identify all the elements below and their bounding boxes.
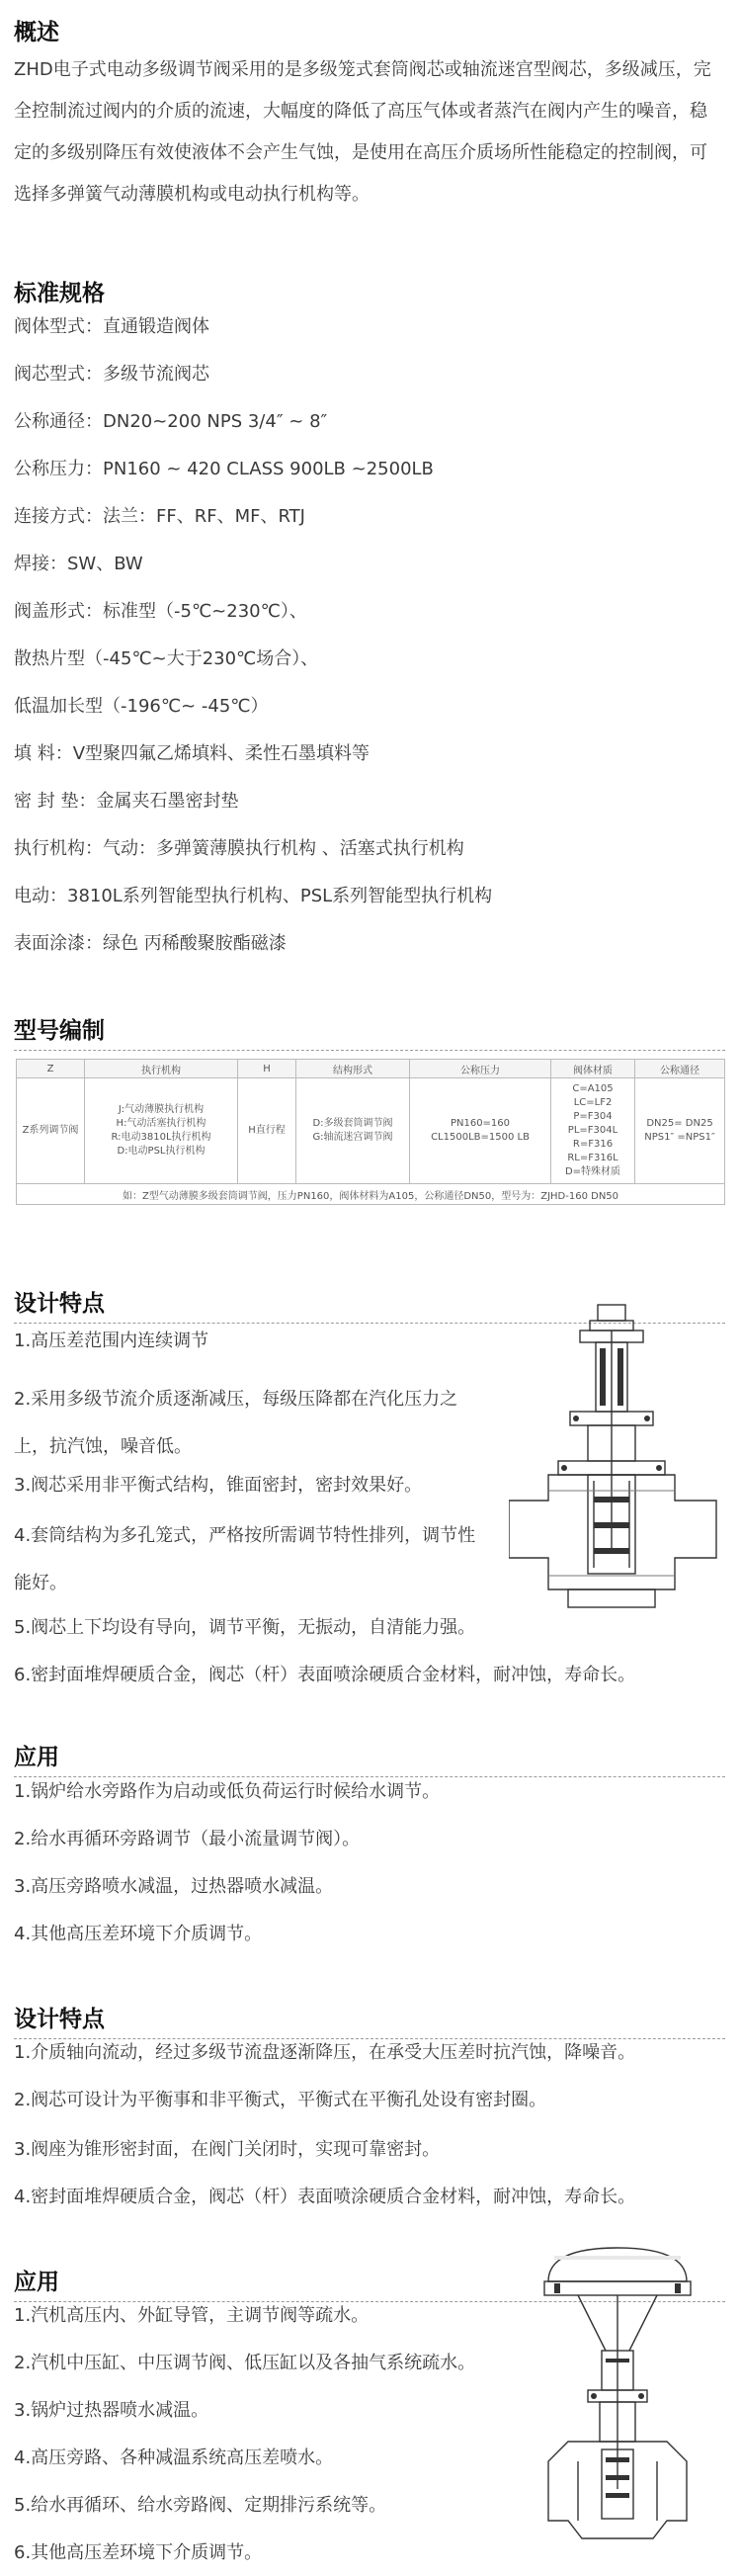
app1-item: 1.锅炉给水旁路作为启动或低负荷运行时候给水调节。: [14, 1781, 441, 1802]
spec-item: 焊接：SW、BW: [14, 554, 143, 574]
model-table-note-row: [17, 1184, 725, 1205]
header-actuator: 执行机构: [85, 1060, 238, 1078]
structure-option: D:多级套筒调节阀: [312, 1118, 393, 1129]
diameter-option: NPS1″ =NPS1″: [644, 1132, 715, 1143]
spec-item: 密 封 垫：金属夹石墨密封垫: [14, 791, 239, 812]
model-title: 型号编制: [14, 1018, 105, 1044]
spec-item: 公称压力：PN160 ~ 420 CLASS 900LB ~2500LB: [14, 459, 434, 479]
actuator-option: H:气动活塞执行机构: [116, 1118, 206, 1129]
header-h: H: [238, 1060, 296, 1078]
app2-item: 2.汽机中压缸、中压调节阀、低压缸以及各抽气系统疏水。: [14, 2353, 476, 2373]
material-option: LC=LF2: [573, 1097, 613, 1108]
spec-item: 公称通径：DN20~200 NPS 3/4″ ~ 8″: [14, 411, 328, 432]
spec-item: 电动：3810L系列智能型执行机构、PSL系列智能型执行机构: [14, 886, 493, 906]
app1-divider: [14, 1776, 725, 1777]
design1-item: 4.套筒结构为多孔笼式，严格按所需调节特性排列，调节性能好。: [14, 1525, 476, 1593]
app2-item: 1.汽机高压内、外缸导管，主调节阀等疏水。: [14, 2305, 370, 2326]
diameter-option: DN25= DN25: [646, 1118, 713, 1129]
actuator-option: D:电动PSL执行机构: [117, 1146, 206, 1157]
design1-item: 2.采用多级节流介质逐渐减压，每级压降都在汽化压力之上，抗汽蚀，噪音低。: [14, 1389, 458, 1457]
design2-title: 设计特点: [14, 2007, 105, 2032]
design1-title: 设计特点: [14, 1291, 105, 1317]
design2-divider: [14, 2038, 725, 2039]
material-option: D=特殊材质: [564, 1166, 621, 1177]
spec-item: 表面涂漆：绿色 丙稀酸聚胺酯磁漆: [14, 933, 287, 954]
app2-item: 4.高压旁路、各种减温系统高压差喷水。: [14, 2447, 334, 2468]
design2-item: 2.阀芯可设计为平衡事和非平衡式，平衡式在平衡孔处设有密封圈。: [14, 2090, 547, 2110]
design2-item: 4.密封面堆焊硬质合金，阀芯（杆）表面喷涂硬质合金材料，耐冲蚀，寿命长。: [14, 2187, 636, 2207]
spec-item: 阀盖形式：标准型（-5℃~230℃）、: [14, 601, 307, 622]
design2-item: 1.介质轴向流动，经过多级节流盘逐渐降压，在承受大压差时抗汽蚀，降噪音。: [14, 2042, 636, 2063]
spec-item: 阀体型式：直通锻造阀体: [14, 316, 209, 337]
app2-item: 5.给水再循环、给水旁路阀、定期排污系统等。: [14, 2495, 387, 2516]
pressure-option: CL1500LB=1500 LB: [431, 1132, 530, 1143]
spec-item: 填 料：V型聚四氟乙烯填料、柔性石墨填料等: [14, 743, 370, 764]
app2-item: 3.锅炉过热器喷水减温。: [14, 2400, 209, 2421]
app1-item: 3.高压旁路喷水减温，过热器喷水减温。: [14, 1876, 334, 1897]
design2-item: 3.阀座为锥形密封面，在阀门关闭时，实现可靠密封。: [14, 2139, 441, 2160]
spec-item: 执行机构：气动：多弹簧薄膜执行机构 、活塞式执行机构: [14, 838, 464, 859]
specs-title: 标准规格: [14, 281, 105, 306]
material-option: PL=F304L: [567, 1125, 618, 1136]
app1-item: 4.其他高压差环境下介质调节。: [14, 1924, 263, 1944]
header-structure: 结构形式: [296, 1060, 410, 1078]
app2-title: 应用: [14, 2270, 59, 2295]
cell-actuator: [85, 1078, 238, 1184]
design1-item: 1.高压差范围内连续调节: [14, 1331, 209, 1351]
cell-diameter: [635, 1078, 725, 1184]
actuator-option: R:电动3810L执行机构: [111, 1132, 211, 1143]
overview-title: 概述: [14, 20, 59, 45]
material-option: R=F316: [572, 1139, 614, 1150]
app1-item: 2.给水再循环旁路调节（最小流量调节阀）。: [14, 1829, 361, 1849]
design1-item: 6.密封面堆焊硬质合金，阀芯（杆）表面喷涂硬质合金材料，耐冲蚀，寿命长。: [14, 1665, 636, 1685]
model-example-note: 如：Z型气动薄膜多级套筒调节阀，压力PN160，阀体材料为A105，公称通径DN50，型号为：ZJHD-160 DN50: [17, 1184, 725, 1205]
app1-title: 应用: [14, 1745, 59, 1770]
spec-item: 阀芯型式：多级节流阀芯: [14, 364, 209, 385]
cell-material: [551, 1078, 635, 1184]
spec-item: 散热片型（-45℃~大于230℃场合）、: [14, 648, 319, 669]
header-diameter: 公称通径: [635, 1060, 725, 1078]
actuator-option: J:气动薄膜执行机构: [118, 1104, 205, 1115]
model-table-header: [17, 1060, 725, 1078]
sleeve-valve-diagram: [509, 1303, 726, 1619]
cell-z: Z系列调节阀: [17, 1078, 85, 1184]
overview-text: ZHD电子式电动多级调节阀采用的是多级笼式套筒阀芯或轴流迷宫型阀芯，多级减压，完全控制流过阀内的介质的流速，大幅度的降低了高压气体或者蒸汽在阀内产生的噪音，稳定的多级别降压有效使液体不会产生气蚀，是使用在高压介质场所性能稳定的控制阀，可选择多弹簧气动薄膜机构或电动执行机构等。: [14, 59, 711, 205]
material-option: C=A105: [572, 1083, 614, 1094]
spec-item: 低温加长型（-196℃~ -45℃）: [14, 696, 269, 717]
header-z: Z: [17, 1060, 85, 1078]
cell-h: H直行程: [238, 1078, 296, 1184]
pressure-option: PN160=160: [450, 1118, 511, 1129]
design1-item: 5.阀芯上下均设有导向，调节平衡，无振动，自清能力强。: [14, 1617, 476, 1638]
cell-pressure: [410, 1078, 551, 1184]
structure-option: G:轴流迷宫调节阀: [312, 1132, 393, 1143]
app2-item: 6.其他高压差环境下介质调节。: [14, 2542, 263, 2563]
spec-item: 连接方式：法兰：FF、RF、MF、RTJ: [14, 506, 305, 527]
header-material: 阀体材质: [551, 1060, 635, 1078]
material-option: RL=F316L: [567, 1153, 618, 1163]
header-pressure: 公称压力: [410, 1060, 551, 1078]
model-divider: [14, 1050, 725, 1051]
model-table-row: [17, 1078, 725, 1184]
model-code-table: [16, 1059, 725, 1205]
diaphragm-valve-diagram: [519, 2242, 716, 2558]
design1-item: 3.阀芯采用非平衡式结构，锥面密封，密封效果好。: [14, 1475, 423, 1496]
cell-structure: [296, 1078, 410, 1184]
material-option: P=F304: [573, 1111, 613, 1122]
